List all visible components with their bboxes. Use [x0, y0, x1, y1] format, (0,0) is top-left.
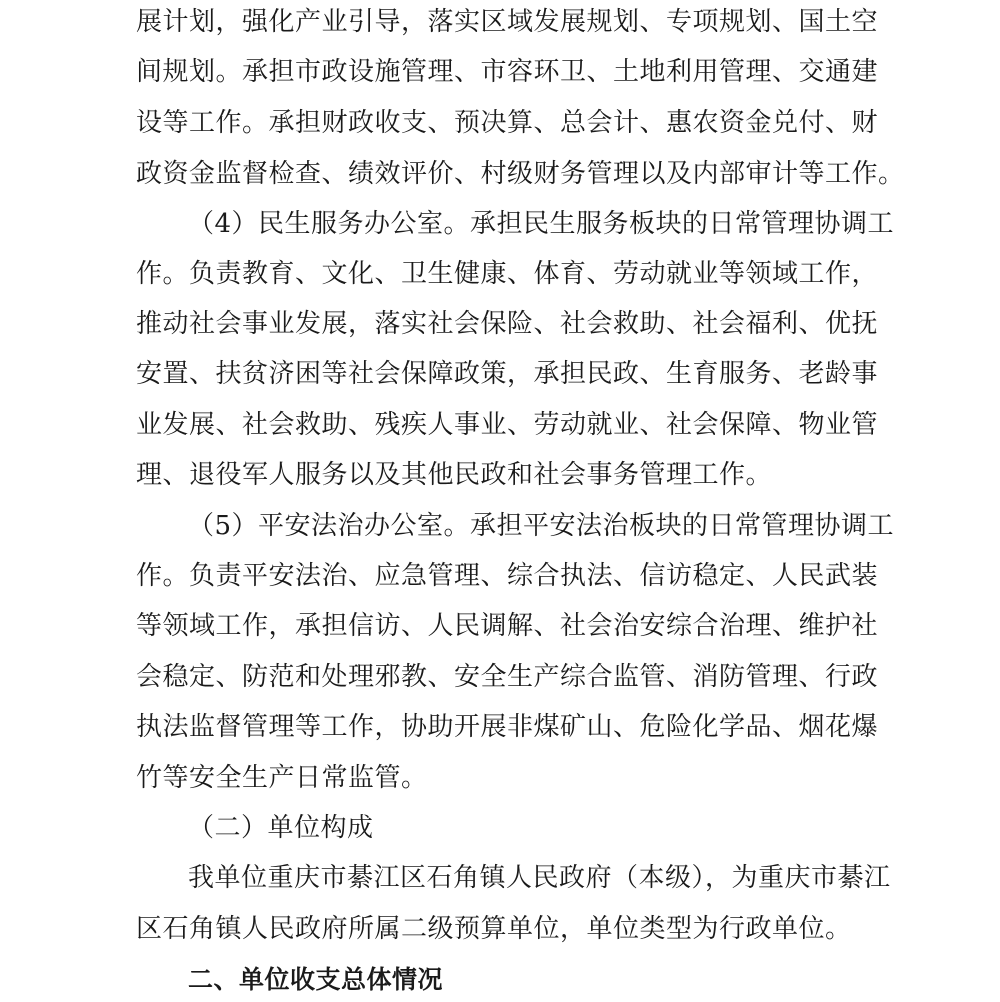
section-4-heading-line: （4）民生服务办公室。承担民生服务板块的日常管理协调工 — [188, 209, 895, 239]
paragraph-line: 间规划。承担市政设施管理、市容环卫、土地利用管理、交通建 — [136, 57, 879, 87]
paragraph-line: 理、退役军人服务以及其他民政和社会事务管理工作。 — [136, 460, 773, 490]
paragraph-line: 推动社会事业发展，落实社会保险、社会救助、社会福利、优抚 — [136, 309, 879, 339]
paragraph-line: 会稳定、防范和处理邪教、安全生产综合监管、消防管理、行政 — [136, 662, 879, 692]
section-5-heading-line: （5）平安法治办公室。承担平安法治板块的日常管理协调工 — [188, 511, 895, 541]
paragraph-line: 展计划，强化产业引导，落实区域发展规划、专项规划、国土空 — [136, 7, 879, 37]
subsection-heading: （二）单位构成 — [188, 813, 374, 843]
paragraph-line: 区石角镇人民政府所属二级预算单位，单位类型为行政单位。 — [136, 914, 852, 944]
paragraph-line: 竹等安全生产日常监管。 — [136, 763, 428, 793]
paragraph-line: 执法监督管理等工作，协助开展非煤矿山、危险化学品、烟花爆 — [136, 712, 879, 742]
paragraph-line: 业发展、社会救助、残疾人事业、劳动就业、社会保障、物业管 — [136, 410, 879, 440]
section-heading: 二、单位收支总体情况 — [188, 965, 444, 994]
paragraph-line: 设等工作。承担财政收支、预决算、总会计、惠农资金兑付、财 — [136, 108, 879, 138]
paragraph-line: 我单位重庆市綦江区石角镇人民政府（本级），为重庆市綦江 — [188, 863, 891, 893]
paragraph-line: 安置、扶贫济困等社会保障政策，承担民政、生育服务、老龄事 — [136, 359, 879, 389]
paragraph-line: 政资金监督检查、绩效评价、村级财务管理以及内部审计等工作。 — [136, 159, 905, 189]
paragraph-line: 作。负责教育、文化、卫生健康、体育、劳动就业等领域工作， — [136, 259, 879, 289]
paragraph-line: 作。负责平安法治、应急管理、综合执法、信访稳定、人民武装 — [136, 561, 879, 591]
paragraph-line: 等领域工作，承担信访、人民调解、社会治安综合治理、维护社 — [136, 611, 879, 641]
